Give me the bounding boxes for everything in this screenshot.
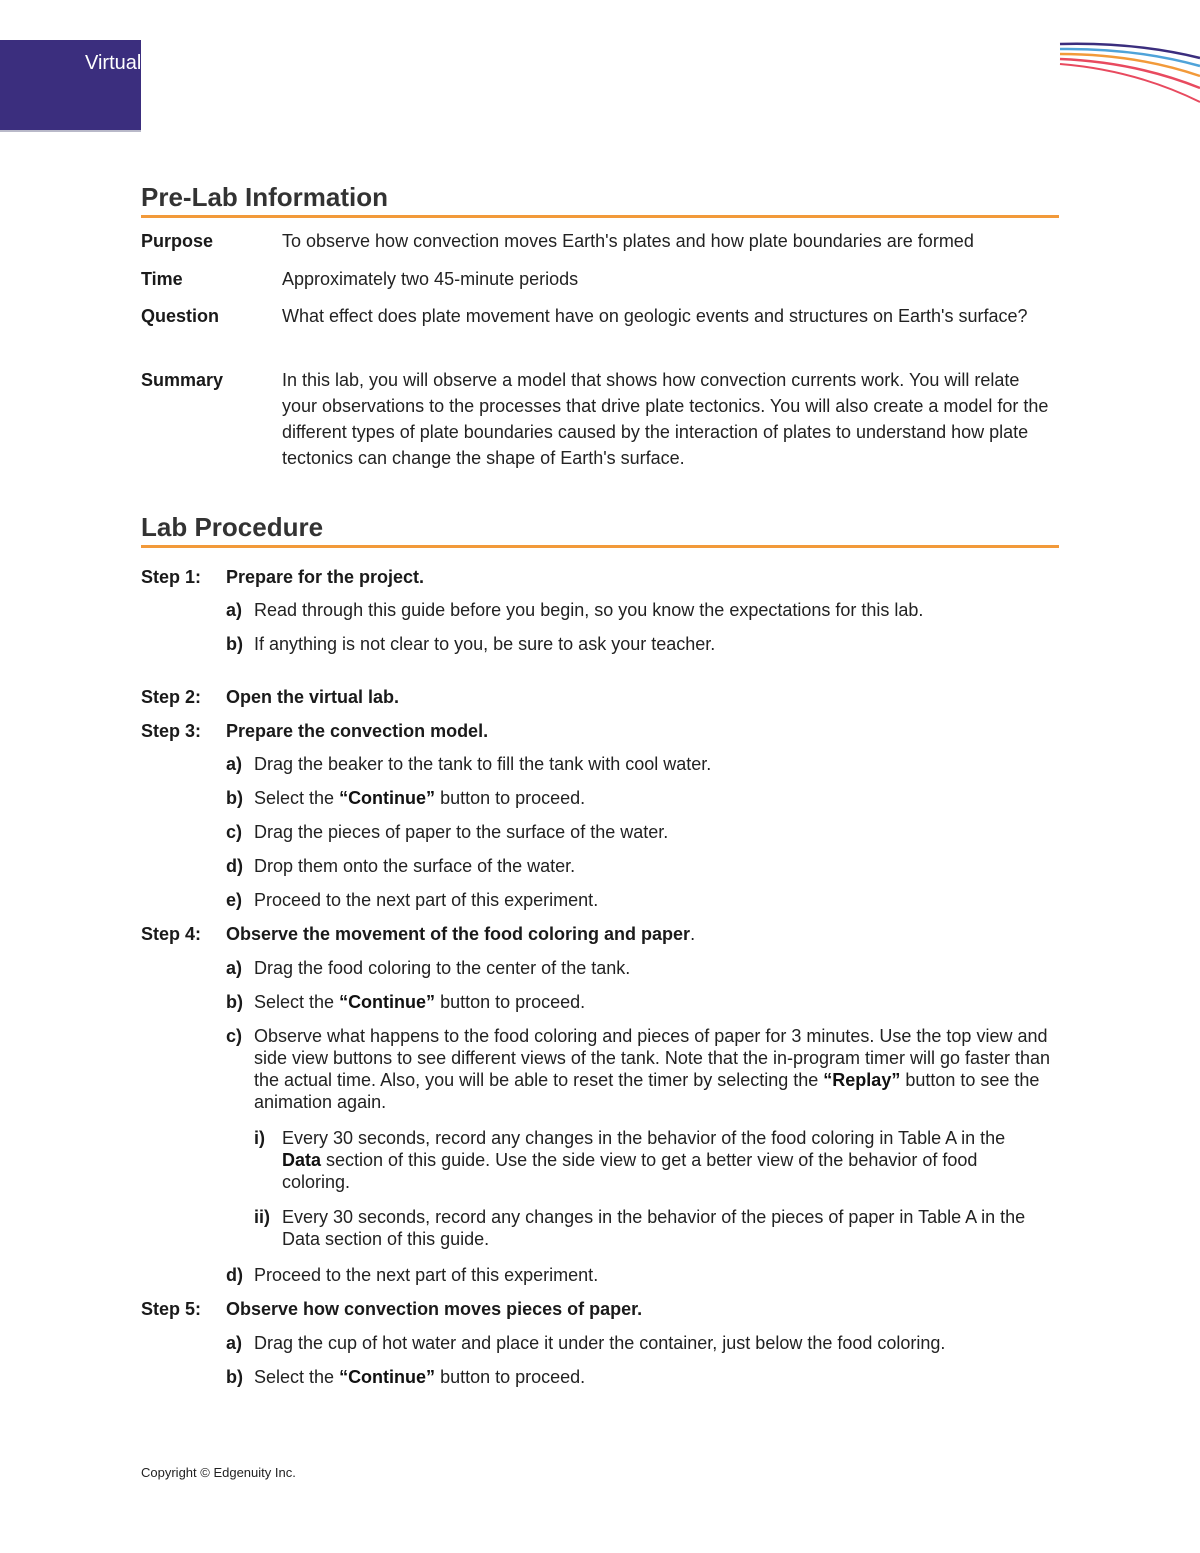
info-label: Summary bbox=[141, 370, 224, 390]
step-title: Prepare the convection model. bbox=[226, 721, 489, 741]
header-tab-text: Virtual Lab bbox=[85, 52, 181, 74]
info-value: Approximately two 45-minute periods bbox=[282, 269, 579, 289]
step-number: Step 3: bbox=[141, 721, 202, 741]
item-letter: a) bbox=[226, 958, 243, 978]
item-letter: b) bbox=[226, 1367, 243, 1387]
step-number: Step 5: bbox=[141, 1299, 202, 1319]
rainbow-logo bbox=[1055, 36, 1200, 116]
step-number: Step 2: bbox=[141, 687, 202, 707]
item-letter: d) bbox=[226, 856, 243, 876]
item-letter: i) bbox=[254, 1128, 265, 1148]
copyright: Copyright © Edgenuity Inc. bbox=[141, 1465, 296, 1480]
step-title: Open the virtual lab. bbox=[226, 687, 400, 707]
item-text: Drag the pieces of paper to the surface of the water. bbox=[254, 822, 669, 842]
info-label: Purpose bbox=[141, 231, 214, 251]
item-letter: b) bbox=[226, 992, 243, 1012]
item-letter: e) bbox=[226, 890, 243, 910]
info-value: In this lab, you will observe a model that shows how convection currents work. You will relate your observations to the processes that drive plate tectonics. You will also create a model for the different types of plate boundaries caused by the interaction of plates to understand how plate tectonics can change the shape of Earth's surface. bbox=[282, 370, 1049, 468]
item-letter: ii) bbox=[254, 1207, 270, 1227]
item-letter: a) bbox=[226, 1333, 243, 1353]
item-letter: c) bbox=[226, 822, 243, 842]
step-title: Observe how convection moves pieces of paper. bbox=[226, 1299, 643, 1319]
item-text: Drop them onto the surface of the water. bbox=[254, 856, 576, 876]
header-tab bbox=[0, 40, 181, 130]
item-letter: a) bbox=[226, 600, 243, 620]
item-letter: c) bbox=[226, 1026, 243, 1046]
item-text: Proceed to the next part of this experiment. bbox=[254, 890, 599, 910]
prelab-title: Pre-Lab Information bbox=[141, 182, 1059, 218]
info-value: To observe how convection moves Earth's plates and how plate boundaries are formed bbox=[282, 231, 974, 251]
item-text: If anything is not clear to you, be sure to ask your teacher. bbox=[254, 634, 716, 654]
info-label: Question bbox=[141, 306, 220, 326]
step-number: Step 4: bbox=[141, 924, 202, 944]
item-text: Read through this guide before you begin, so you know the expectations for this lab. bbox=[254, 600, 924, 620]
item-text: Select the “Continue” button to proceed. bbox=[254, 1367, 586, 1387]
step-title: Prepare for the project. bbox=[226, 567, 425, 587]
info-value: What effect does plate movement have on geologic events and structures on Earth's surface? bbox=[282, 306, 1028, 326]
item-text: Drag the cup of hot water and place it under the container, just below the food coloring. bbox=[254, 1333, 946, 1353]
info-label: Time bbox=[141, 269, 183, 289]
item-letter: b) bbox=[226, 788, 243, 808]
item-letter: a) bbox=[226, 754, 243, 774]
item-text: Every 30 seconds, record any changes in the behavior of the food coloring in Table A in the Data section of this guide. Use the side view to get a better view of the behavior of food coloring. bbox=[282, 1128, 1006, 1192]
item-letter: b) bbox=[226, 634, 243, 654]
procedure-title: Lab Procedure bbox=[141, 512, 1059, 548]
item-letter: d) bbox=[226, 1265, 243, 1285]
step-number: Step 1: bbox=[141, 567, 202, 587]
item-text: Select the “Continue” button to proceed. bbox=[254, 788, 586, 808]
item-text: Select the “Continue” button to proceed. bbox=[254, 992, 586, 1012]
item-text: Every 30 seconds, record any changes in the behavior of the pieces of paper in Table A in the Data section of this guide. bbox=[282, 1207, 1026, 1249]
item-text: Proceed to the next part of this experiment. bbox=[254, 1265, 599, 1285]
item-text: Drag the food coloring to the center of the tank. bbox=[254, 958, 631, 978]
step-title: Observe the movement of the food coloring and paper. bbox=[226, 924, 696, 944]
item-text: Observe what happens to the food coloring and pieces of paper for 3 minutes. Use the top view and side view buttons to see different views of the tank. Note that the in-program timer will go faster than the actual time. Also, you will be able to reset the timer by selecting the “Replay” button to see the animation again. bbox=[254, 1026, 1051, 1112]
item-text: Drag the beaker to the tank to fill the tank with cool water. bbox=[254, 754, 712, 774]
